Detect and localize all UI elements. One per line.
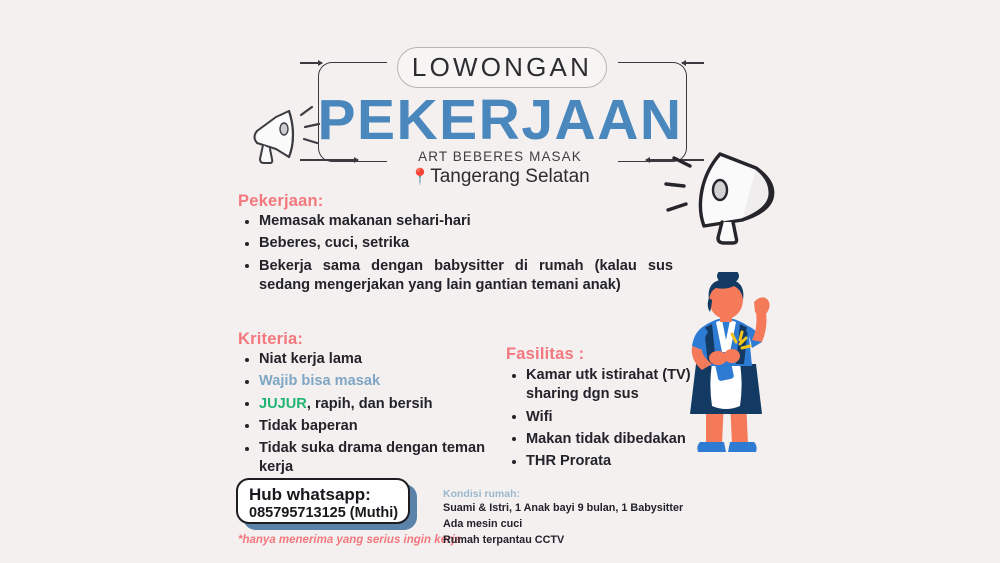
list-item-rest: , rapih, dan bersih [306, 395, 433, 412]
location-line [0, 166, 1000, 188]
section-heading-kriteria: Kriteria: [238, 330, 304, 348]
list-item: Tidak baperan [243, 417, 508, 436]
kondisi-rumah-heading: Kondisi rumah: [443, 488, 521, 500]
list-item-highlight: Wajib bisa masak [259, 373, 381, 390]
section-heading-pekerjaan: Pekerjaan: [238, 192, 324, 210]
contact-phone-number[interactable]: 085795713125 (Muthi) [249, 504, 399, 521]
list-item: Memasak makanan sehari-hari [243, 212, 673, 231]
location-label: Tangerang Selatan [430, 166, 590, 187]
disclaimer-note: *hanya menerima yang serius ingin kerja [238, 534, 462, 546]
kondisi-line: Suami & Istri, 1 Anak bayi 9 bulan, 1 Babysitter [443, 502, 684, 514]
pekerjaan-list [243, 212, 673, 298]
contact-title: Hub whatsapp: [249, 485, 371, 504]
kondisi-line: Rumah terpantau CCTV [443, 533, 565, 546]
list-item: Bekerja sama dengan babysitter di rumah (kalau sus sedang mengerjakan yang lain gantian temani anak) [243, 257, 673, 296]
frame-tick-left-top [300, 62, 322, 64]
kriteria-list [243, 350, 508, 481]
whatsapp-contact-box[interactable] [236, 478, 410, 524]
list-item-highlight: JUJUR [259, 395, 307, 412]
frame-tick-right-top [682, 62, 704, 64]
badge-lowongan: LOWONGAN [397, 47, 607, 88]
fasilitas-list [510, 366, 695, 474]
list-item [243, 372, 508, 391]
kondisi-rumah-lines [443, 501, 683, 549]
list-item [243, 395, 508, 414]
list-item: Beberes, cuci, setrika [243, 234, 673, 253]
page-title: PEKERJAAN [317, 88, 683, 152]
pin-icon: 📍 [410, 169, 431, 186]
subtitle: ART BEBERES MASAK [418, 149, 582, 164]
list-item: Kamar utk istirahat (TV) sharing dgn sus [510, 366, 695, 405]
section-heading-fasilitas: Fasilitas : [506, 345, 585, 363]
list-item: THR Prorata [510, 452, 695, 471]
list-item: Makan tidak dibedakan [510, 430, 695, 449]
list-item: Tidak suka drama dengan teman kerja [243, 439, 508, 478]
list-item: Wifi [510, 408, 695, 427]
kondisi-line: Ada mesin cuci [443, 517, 523, 530]
list-item: Niat kerja lama [243, 350, 508, 369]
